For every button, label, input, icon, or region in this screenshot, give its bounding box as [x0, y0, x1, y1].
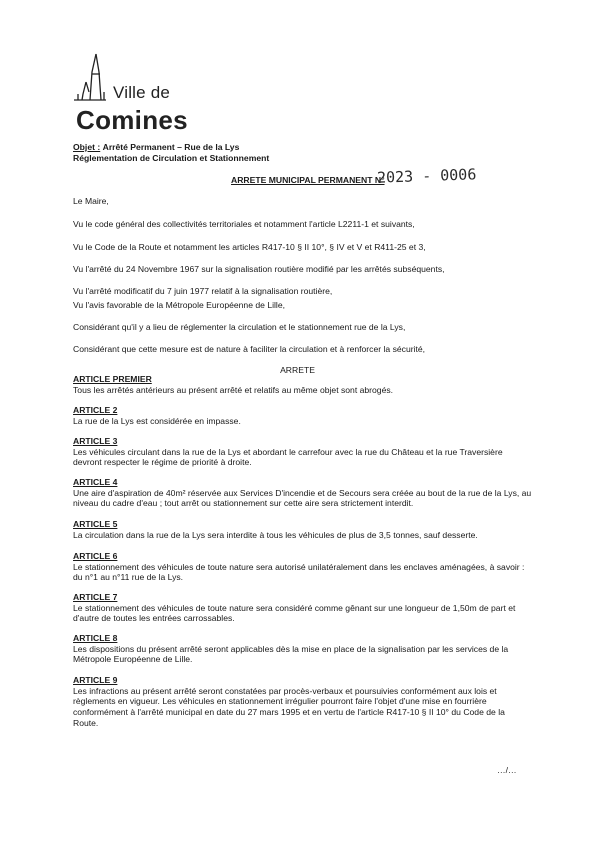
article-1: [73, 374, 563, 395]
article-title: ARTICLE 9: [73, 675, 118, 685]
preamble-line: Vu le code général des collectivités territoriales et notamment l'article L2211-1 et suivants,: [73, 219, 415, 229]
logo-text-comines: Comines: [76, 105, 188, 135]
article-6: [73, 551, 563, 583]
article-text: Le stationnement des véhicules de toute nature sera autorisé unilatéralement dans les enclaves aménagées, à savoir :: [73, 561, 525, 572]
article-text: Route.: [73, 717, 99, 728]
objet-subject: Arrêté Permanent – Rue de la Lys: [102, 142, 240, 152]
article-title: ARTICLE 7: [73, 592, 118, 602]
article-text: devront respecter le régime de priorité à droite.: [73, 457, 252, 468]
arrete-heading: ARRETE: [280, 365, 315, 375]
article-text: règlements en vigueur. Les véhicules en stationnement irrégulier pourront faire l'objet d'une mise en fourrière: [73, 696, 487, 707]
objet-block: [73, 142, 269, 164]
article-9: [73, 675, 563, 729]
article-text: La circulation dans la rue de la Lys sera interdite à tous les véhicules de plus de 3,5 tonnes, sauf desserte.: [73, 529, 478, 540]
page-continuation-mark: …/…: [497, 765, 517, 775]
article-text: Les véhicules circulant dans la rue de la Lys et abordant le carrefour avec la rue du Château et la rue Traversière: [73, 446, 503, 457]
preamble-line: Considérant qu'il y a lieu de réglementer la circulation et le stationnement rue de la Lys,: [73, 322, 406, 332]
article-title: ARTICLE 4: [73, 477, 118, 487]
article-text: du n°1 au n°11 rue de la Lys.: [73, 572, 184, 583]
article-8: [73, 633, 563, 665]
document-title: ARRETE MUNICIPAL PERMANENT N°: [231, 175, 385, 185]
article-text: Les dispositions du présent arrêté seront applicables dès la mise en place de la signalisation par les services de la: [73, 643, 509, 654]
article-title: ARTICLE 8: [73, 633, 118, 643]
article-text: Les infractions au présent arrêté seront constatées par procès-verbaux et poursuivies conformément aux lois et: [73, 685, 497, 696]
article-text: niveau du cadre d'eau ; tout arrêt ou stationnement sur cette aire sera strictement interdit.: [73, 498, 414, 509]
preamble-line: Le Maire,: [73, 196, 109, 206]
preamble-line: Considérant que cette mesure est de nature à faciliter la circulation et à renforcer la sécurité,: [73, 344, 426, 354]
article-text: Métropole Européenne de Lille.: [73, 654, 193, 665]
preamble-line: Vu l'arrêté modificatif du 7 juin 1977 relatif à la signalisation routière,: [73, 286, 333, 296]
article-text: Tous les arrêtés antérieurs au présent arrêté et relatifs au même objet sont abrogés.: [73, 384, 394, 395]
article-5: [73, 519, 563, 540]
article-title: ARTICLE 5: [73, 519, 118, 529]
article-4: [73, 477, 563, 509]
article-title: ARTICLE 6: [73, 551, 118, 561]
objet-subtitle: Réglementation de Circulation et Stationnement: [73, 153, 270, 163]
article-text: d'autre de toutes les entrées carrossables.: [73, 613, 235, 624]
article-text: Une aire d'aspiration de 40m² réservée aux Services D'incendie et de Secours sera créée au bout de la rue de la Lys, au: [73, 487, 532, 498]
article-title: ARTICLE PREMIER: [73, 374, 152, 384]
city-logo-church-icon: [70, 52, 110, 108]
article-2: [73, 405, 563, 426]
article-7: [73, 592, 563, 624]
article-text: La rue de la Lys est considérée en impasse.: [73, 415, 241, 426]
preamble-line: Vu l'arrêté du 24 Novembre 1967 sur la signalisation routière modifié par les arrêtés subséquents,: [73, 264, 445, 274]
article-3: [73, 436, 563, 468]
article-text: Le stationnement des véhicules de toute nature sera considéré comme gênant sur une longueur de 1,50m de part et: [73, 602, 516, 613]
handwritten-arrete-number: 2023 - 0006: [376, 165, 477, 187]
objet-label: Objet :: [73, 142, 101, 152]
preamble-line: Vu le Code de la Route et notamment les articles R417-10 § II 10°, § IV et V et R411-25 et 3,: [73, 242, 426, 252]
logo-text-ville-de: Ville de: [113, 83, 171, 102]
article-text: conformément à l'arrêté municipal en date du 27 mars 1995 et en vertu de l'article R417-10 § II 10° du Code de la: [73, 707, 505, 718]
article-title: ARTICLE 3: [73, 436, 118, 446]
article-title: ARTICLE 2: [73, 405, 118, 415]
preamble-line: Vu l'avis favorable de la Métropole Européenne de Lille,: [73, 300, 286, 310]
